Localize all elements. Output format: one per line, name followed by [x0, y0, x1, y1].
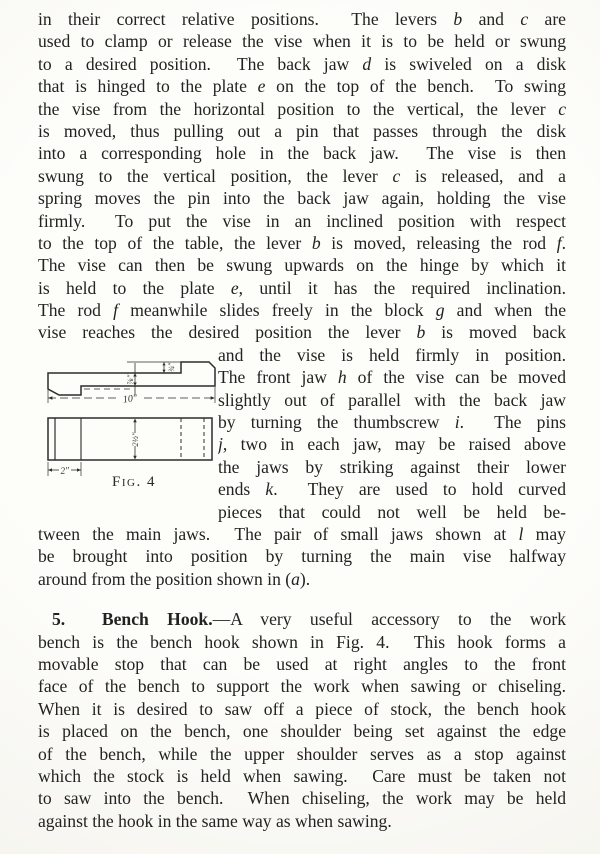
- italic-reference: c: [392, 165, 401, 186]
- italic-reference: b: [311, 232, 321, 253]
- text-line: to a desired position. The back jaw d is swiveled on a disk: [38, 53, 566, 74]
- paragraph-1-bottom: [38, 523, 566, 590]
- text-line: ends k. They are used to hold curved: [218, 479, 566, 500]
- figure-text-row: [38, 344, 566, 523]
- text-line: firmly. To put the vise in an inclined position with respect: [38, 210, 566, 231]
- text-line: is held to the plate e, until it has the required inclination.: [38, 277, 566, 298]
- text-line: that is hinged to the plate e on the top of the bench. To swing: [38, 76, 566, 97]
- italic-reference: a: [291, 568, 300, 589]
- italic-reference: h: [337, 367, 347, 388]
- dim-label-stop-height: ¾″: [167, 362, 177, 373]
- text-line: The rod f meanwhile slides freely in the block g and when the: [38, 300, 566, 321]
- text-line: The front jaw h of the vise can be moved: [218, 367, 566, 388]
- text-line: When it is desired to saw off a piece of stock, the bench hook: [38, 698, 566, 719]
- italic-reference: e: [230, 277, 239, 298]
- italic-reference: i: [454, 412, 460, 433]
- paragraph-1-beside-figure: [218, 344, 566, 523]
- dim-label-width: 2½″: [129, 432, 140, 447]
- text-line: in their correct relative positions. The levers b and c are: [38, 9, 566, 29]
- paragraph-2: [38, 608, 566, 832]
- italic-reference: d: [362, 53, 372, 74]
- text-line: into a corresponding hole in the back jaw. The vise is then: [38, 143, 566, 164]
- text-line: tween the main jaws. The pair of small jaws shown at l may: [38, 523, 566, 544]
- italic-reference: f: [113, 300, 119, 321]
- text-line: the jaws by striking against their lower: [218, 456, 566, 477]
- italic-reference: b: [453, 9, 463, 29]
- text-line: movable stop that can be used at right angles to the front: [38, 653, 566, 674]
- text-line: of the bench, while the upper shoulder serves as a stop against: [38, 743, 566, 764]
- text-line: to the top of the table, the lever b is moved, releasing the rod f.: [38, 232, 566, 253]
- italic-reference: e: [257, 76, 266, 97]
- text-line: swung to the vertical position, the lever c is released, and a: [38, 165, 566, 186]
- text-line: vise reaches the desired position the lever b is moved back: [38, 322, 566, 343]
- italic-reference: g: [435, 300, 445, 321]
- text-line: slightly out of parallel with the back jaw: [218, 389, 566, 410]
- text-line: and the vise is held firmly in position.: [218, 344, 566, 365]
- text-line: is placed on the bench, one shoulder being set against the edge: [38, 721, 566, 742]
- text-line: pieces that could not well be held be-: [218, 501, 566, 522]
- dim-label-length: 10″: [122, 392, 138, 406]
- text-line: against the hook in the same way as when sawing.: [38, 810, 392, 831]
- figure-caption: Fig. 4: [112, 473, 156, 490]
- italic-reference: c: [520, 9, 529, 29]
- text-line: spring moves the pin into the back jaw again, holding the vise: [38, 188, 566, 209]
- dim-stop-height: [162, 362, 165, 372]
- text-line: j, two in each jaw, may be raised above: [218, 434, 566, 455]
- dim-label-hook-depth: 2″: [59, 465, 70, 477]
- italic-reference: j: [218, 434, 223, 455]
- bold-text: 5. Bench Hook.: [52, 609, 213, 630]
- text-line: used to clamp or release the vise when it is to be held or swung: [38, 31, 566, 52]
- text-line: is moved, thus pulling out a pin that passes through the disk: [38, 120, 566, 141]
- text-line: by turning the thumbscrew i. The pins: [218, 412, 566, 433]
- figure-4: [34, 344, 218, 502]
- italic-reference: k: [265, 479, 274, 500]
- text-line: the vise from the horizontal position to the vertical, the lever c: [38, 98, 566, 119]
- text-line: to saw into the bench. When chiseling, the work may be held: [38, 788, 566, 809]
- italic-reference: f: [556, 232, 562, 253]
- italic-reference: c: [558, 98, 566, 119]
- text-line: be brought into position by turning the main vise halfway: [38, 546, 566, 567]
- dim-label-board-thickness: ⅞″: [124, 374, 135, 385]
- italic-reference: b: [416, 322, 426, 343]
- text-line: around from the position shown in (a).: [38, 568, 311, 589]
- text-line: which the stock is held when sawing. Care must be taken not: [38, 765, 566, 786]
- text-line: 5. Bench Hook.—A very useful accessory to the work: [52, 609, 566, 630]
- text-line: bench is the bench hook shown in Fig. 4. This hook forms a: [38, 631, 566, 652]
- italic-reference: l: [518, 523, 524, 544]
- text-line: The vise can then be swung upwards on the hinge by which it: [38, 255, 566, 276]
- bench-hook-drawing: [34, 354, 218, 480]
- paragraph-1-top: [38, 8, 566, 344]
- text-line: face of the bench to support the work when sawing or chiseling.: [38, 676, 566, 697]
